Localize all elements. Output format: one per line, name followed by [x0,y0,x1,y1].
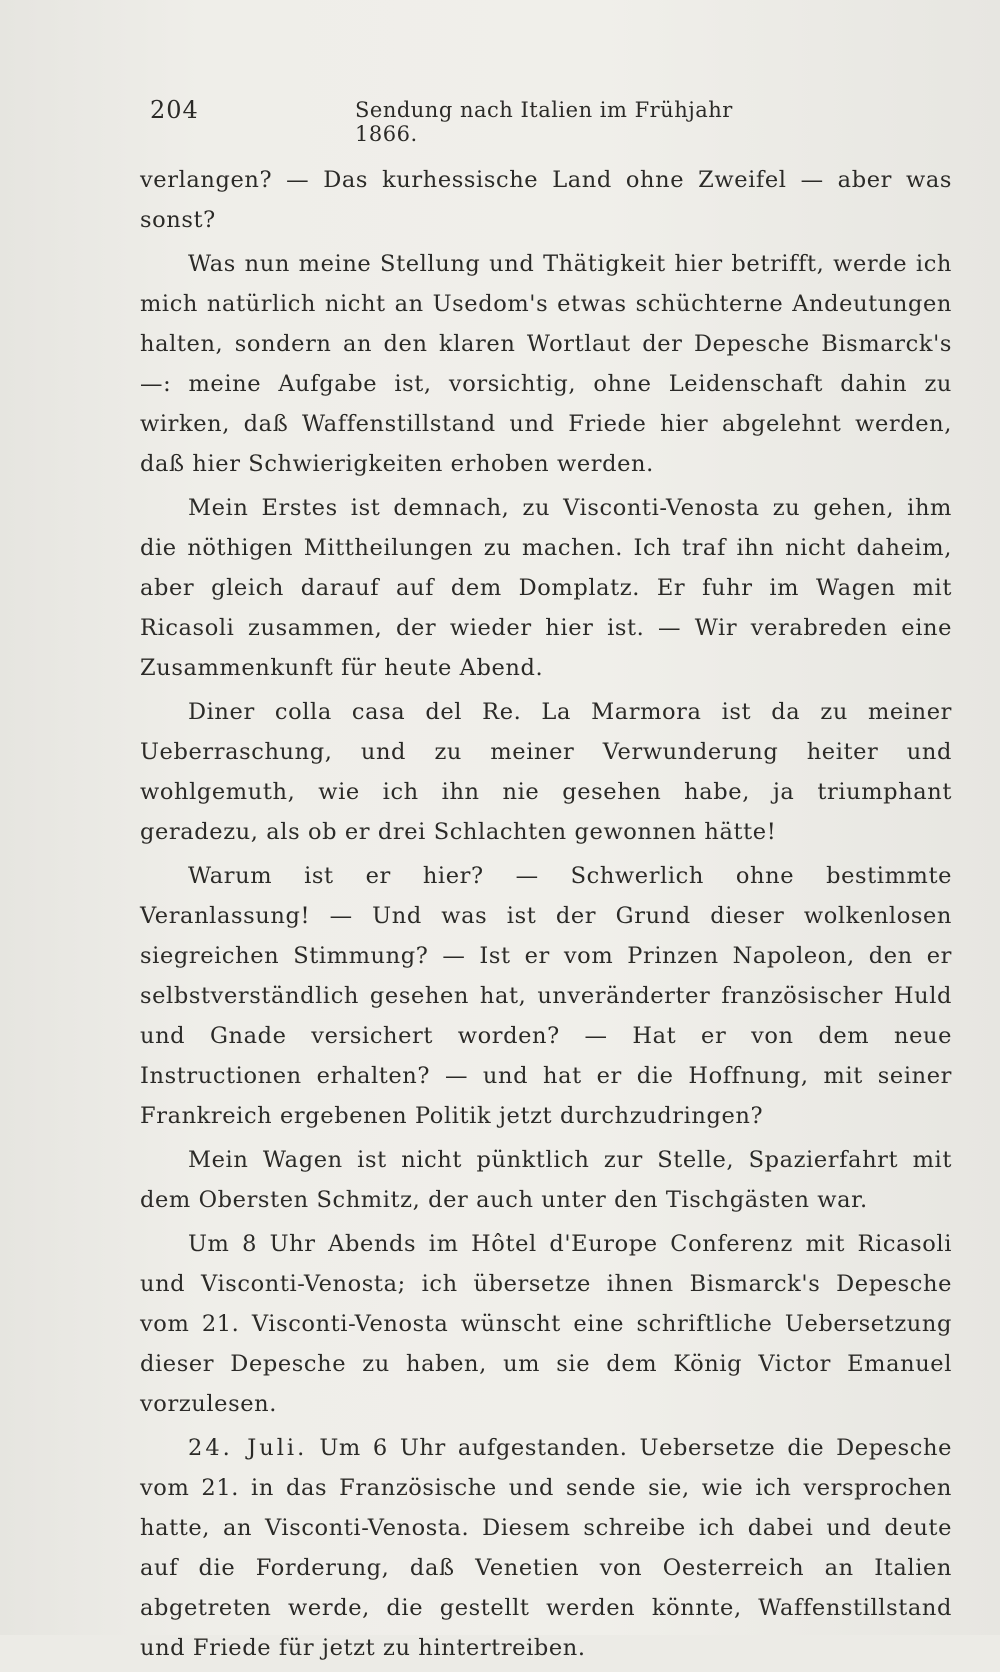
paragraph-4: Diner colla casa del Re. La Marmora ist da zu meiner Ueberraschung, und zu meiner Verwunderung heiter und wohlgemuth, wie ich ihn nie gesehen habe, ja triumphant geradezu, als ob er drei Schlachten gewonnen hätte! [140,699,952,845]
paragraph-2: Was nun meine Stellung und Thätigkeit hier betrifft, werde ich mich natürlich nicht an Usedom's etwas schüchterne Andeutungen halten, sondern an den klaren Wortlaut der Depesche Bismarck's —: meine Aufgabe ist, vorsichtig, ohne Leidenschaft dahin zu wirken, daß Waffenstillstand und Friede hier abgelehnt werden, daß hier Schwierigkeiten erhoben werden. [140,251,952,477]
paragraph-8 [140,1428,952,1668]
page-header [150,96,790,146]
running-title: Sendung nach Italien im Frühjahr 1866. [355,98,733,146]
paragraph-3: Mein Erstes ist demnach, zu Visconti-Venosta zu gehen, ihm die nöthigen Mittheilungen zu machen. Ich traf ihn nicht daheim, aber gleich darauf auf dem Domplatz. Er fuhr im Wagen mit Ricasoli zusammen, der wieder hier ist. — Wir verabreden eine Zusammenkunft für heute Abend. [140,495,952,681]
entry-text: Um 6 Uhr aufgestanden. Uebersetze die Depesche vom 21. in das Französische und sende sie, wie ich versprochen hatte, an Visconti-Venosta. Diesem schreibe ich dabei und deute auf die Forderung, daß Venetien von Oesterreich an Italien abgetreten werde, die gestellt werden könnte, Waffenstillstand und Friede für jetzt zu hintertreiben. [140,1435,952,1661]
entry-date: 24. Juli. [188,1435,308,1461]
paragraph-5: Warum ist er hier? — Schwerlich ohne bestimmte Veranlassung! — Und was ist der Grund dieser wolkenlosen siegreichen Stimmung? — Ist er vom Prinzen Napoleon, den er selbstverständlich gesehen hat, unveränderter französischer Huld und Gnade versichert worden? — Hat er von dem neue Instructionen erhalten? — und hat er die Hoffnung, mit seiner Frankreich ergebenen Politik jetzt durchzudringen? [140,863,952,1129]
paragraph-1: verlangen? — Das kurhessische Land ohne Zweifel — aber was sonst? [140,167,952,233]
body-text [140,160,952,1672]
paragraph-6: Mein Wagen ist nicht pünktlich zur Stelle, Spazierfahrt mit dem Obersten Schmitz, der auch unter den Tischgästen war. [140,1147,952,1213]
page-number: 204 [150,96,199,124]
paragraph-7: Um 8 Uhr Abends im Hôtel d'Europe Conferenz mit Ricasoli und Visconti-Venosta; ich übersetze ihnen Bismarck's Depesche vom 21. Visconti-Venosta wünscht eine schriftliche Uebersetzung dieser Depesche zu haben, um sie dem König Victor Emanuel vorzulesen. [140,1231,952,1417]
